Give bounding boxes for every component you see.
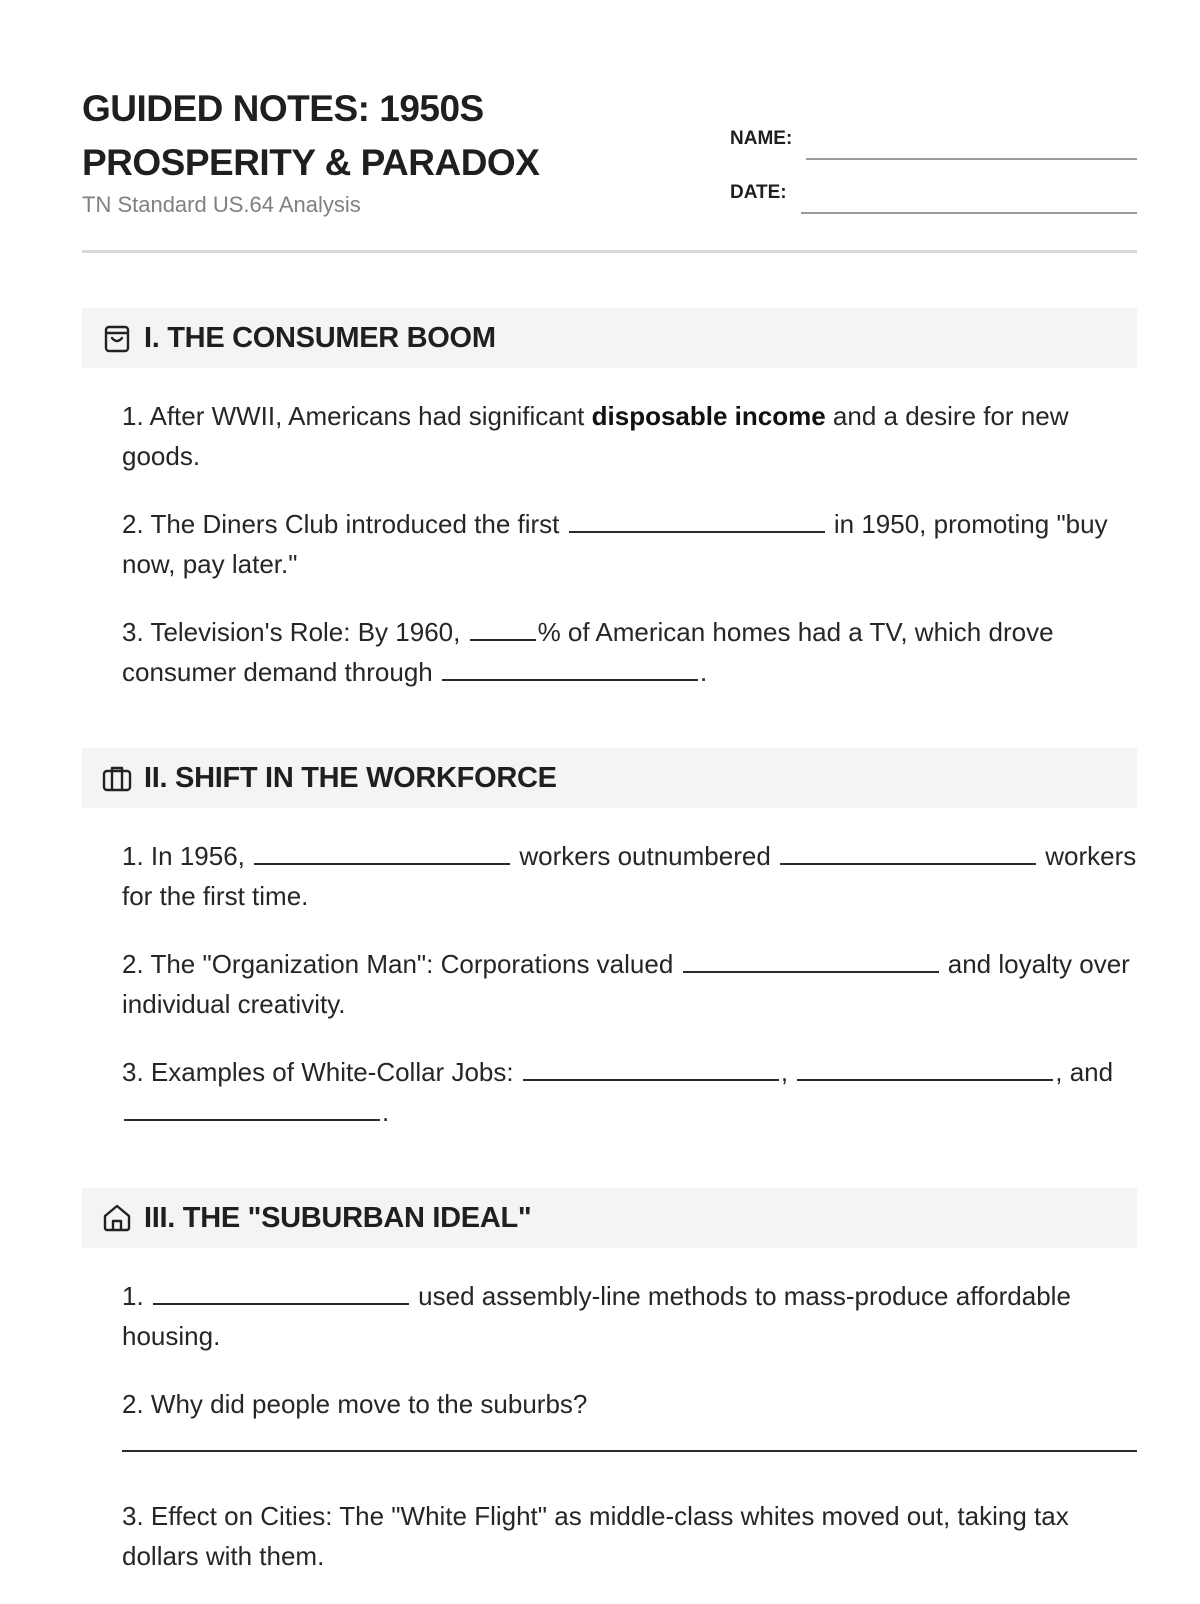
list-item [122,836,1142,916]
item-text: 3. Effect on Cities: The "White Flight" as middle-class whites moved out, taking tax dollars with them. [122,1501,1069,1571]
fill-in-blank[interactable] [153,1279,409,1305]
item-text: 2. Why did people move to the suburbs? [122,1389,588,1419]
fill-in-blank[interactable] [442,655,698,681]
list-item [122,1052,1142,1132]
section-items-suburban-ideal [122,1276,1142,1604]
list-item [122,1496,1142,1576]
item-text: 2. The Diners Club introduced the first [122,509,567,539]
fill-in-blank[interactable] [254,839,510,865]
section-title: II. SHIFT IN THE WORKFORCE [144,761,557,794]
item-text: % of American homes had a TV, which drove consumer demand through [122,617,1054,687]
item-text: , [780,1057,796,1087]
shopping-bag-icon [102,323,132,353]
list-item [122,612,1142,692]
date-line[interactable] [801,178,1137,214]
list-item [122,396,1142,476]
name-field[interactable] [730,106,1137,160]
header-divider [82,250,1137,253]
item-text: and a desire for new goods. [122,401,1069,471]
fill-in-blank[interactable] [683,947,939,973]
section-items-workforce [122,836,1142,1160]
list-item [122,944,1142,1024]
key-term: disposable income [591,401,826,431]
fill-in-blank[interactable] [124,1095,380,1121]
date-field[interactable] [730,160,1137,214]
section-title: I. THE CONSUMER BOOM [144,321,496,354]
item-text: 3. Television's Role: By 1960, [122,617,468,647]
fill-in-blank[interactable] [780,839,1036,865]
fill-in-blank[interactable] [569,507,825,533]
item-text: used assembly-line methods to mass-produce affordable housing. [122,1281,1071,1351]
item-text: . [699,657,708,687]
date-label: DATE: [730,182,787,203]
list-item [122,1276,1142,1356]
page-title: GUIDED NOTES: 1950S PROSPERITY & PARADOX [82,88,540,183]
section-heading-consumer-boom [82,308,1137,368]
item-text: 1. After WWII, Americans had significant [122,401,592,431]
section-items-consumer-boom [122,396,1142,720]
item-text: 2. The "Organization Man": Corporations valued [122,949,681,979]
page-subtitle: TN Standard US.64 Analysis [82,192,361,217]
item-text: 3. Examples of White-Collar Jobs: [122,1057,521,1087]
section-heading-workforce [82,748,1137,808]
item-text: 1. [122,1281,151,1311]
student-fields [730,106,1137,214]
item-text: in 1950, promoting "buy now, pay later." [122,509,1108,579]
section-title: III. THE "SUBURBAN IDEAL" [144,1201,532,1234]
item-text: 1. In 1956, [122,841,253,871]
item-text: workers outnumbered [512,841,779,871]
answer-line[interactable] [122,1430,1137,1452]
list-item [122,504,1142,584]
briefcase-icon [102,763,132,793]
section-heading-suburban-ideal [82,1188,1137,1248]
name-label: NAME: [730,128,793,149]
item-text: , and [1055,1057,1114,1087]
name-line[interactable] [806,124,1137,160]
worksheet-header [82,82,1137,220]
item-text: workers for the first time. [122,841,1137,911]
fill-in-blank[interactable] [523,1055,779,1081]
item-text: . [382,1097,390,1127]
list-item [122,1384,1142,1424]
item-text: and loyalty over individual creativity. [122,949,1130,1019]
house-icon [102,1203,132,1233]
fill-in-blank[interactable] [470,615,536,641]
fill-in-blank[interactable] [797,1055,1053,1081]
